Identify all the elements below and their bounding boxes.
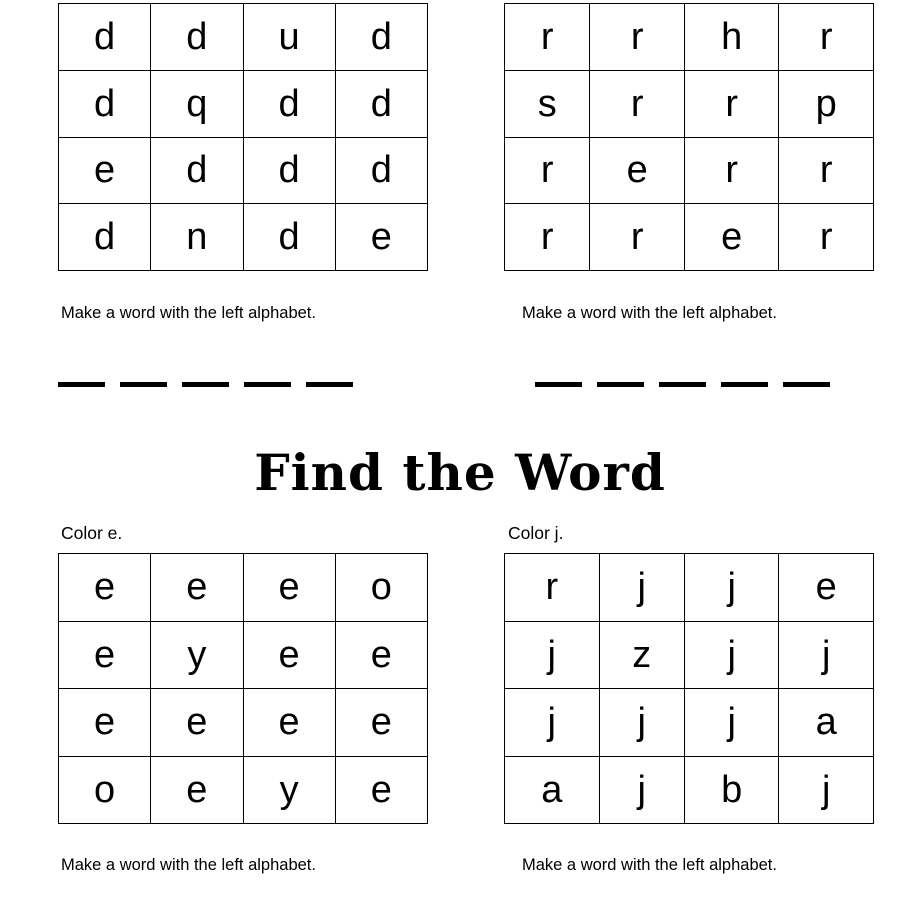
grid-cell[interactable]: d [243, 70, 335, 137]
instruction-text-bottom-left: Make a word with the left alphabet. [61, 856, 316, 874]
grid-row [59, 4, 428, 71]
grid-cell[interactable]: r [505, 204, 590, 271]
grid-cell[interactable]: j [684, 554, 779, 622]
grid-row [59, 621, 428, 689]
grid-cell[interactable]: y [243, 756, 335, 824]
grid-row [505, 756, 874, 824]
grid-cell[interactable]: z [599, 621, 684, 689]
grid-row [59, 689, 428, 757]
answer-blank[interactable] [659, 382, 706, 387]
grid-cell[interactable]: j [505, 689, 600, 757]
grid-row [505, 137, 874, 204]
grid-row [59, 756, 428, 824]
grid-cell[interactable]: o [59, 756, 151, 824]
answer-blank[interactable] [721, 382, 768, 387]
grid-cell[interactable]: j [779, 756, 874, 824]
answer-blanks-left[interactable] [58, 382, 353, 388]
letter-grid-top-right [504, 3, 874, 271]
grid-cell[interactable]: d [335, 4, 427, 71]
instruction-text-bottom-right: Make a word with the left alphabet. [522, 856, 777, 874]
grid-cell[interactable]: e [779, 554, 874, 622]
instruction-text-top-right: Make a word with the left alphabet. [522, 304, 777, 322]
grid-cell[interactable]: d [59, 204, 151, 271]
grid-row [505, 204, 874, 271]
answer-blank[interactable] [597, 382, 644, 387]
grid-cell[interactable]: j [599, 756, 684, 824]
grid-cell[interactable]: j [599, 554, 684, 622]
grid-cell[interactable]: e [151, 689, 243, 757]
grid-cell[interactable]: r [590, 4, 685, 71]
grid-cell[interactable]: e [684, 204, 779, 271]
grid-cell[interactable]: r [684, 137, 779, 204]
grid-cell[interactable]: d [243, 204, 335, 271]
grid-cell[interactable]: j [505, 621, 600, 689]
grid-cell[interactable]: e [59, 621, 151, 689]
answer-blank[interactable] [244, 382, 291, 387]
grid-cell[interactable]: r [505, 554, 600, 622]
grid-cell[interactable]: e [59, 554, 151, 622]
grid-cell[interactable]: e [151, 554, 243, 622]
grid-cell[interactable]: d [59, 70, 151, 137]
grid-cell[interactable]: d [59, 4, 151, 71]
grid-cell[interactable]: r [590, 204, 685, 271]
grid-cell[interactable]: j [684, 621, 779, 689]
grid-cell[interactable]: j [599, 689, 684, 757]
grid-cell[interactable]: e [59, 689, 151, 757]
grid-cell[interactable]: r [779, 137, 874, 204]
grid-cell[interactable]: e [590, 137, 685, 204]
grid-cell[interactable]: e [335, 621, 427, 689]
grid-cell[interactable]: o [335, 554, 427, 622]
letter-grid-bottom-left [58, 553, 428, 824]
grid-row [59, 554, 428, 622]
answer-blanks-right[interactable] [535, 382, 830, 388]
grid-row [59, 137, 428, 204]
grid-cell[interactable]: e [243, 554, 335, 622]
grid-cell[interactable]: e [243, 689, 335, 757]
answer-blank[interactable] [306, 382, 353, 387]
grid-row [505, 4, 874, 71]
grid-cell[interactable]: r [505, 137, 590, 204]
grid-cell[interactable]: j [779, 621, 874, 689]
grid-cell[interactable]: q [151, 70, 243, 137]
answer-blank[interactable] [120, 382, 167, 387]
grid-row [505, 70, 874, 137]
grid-row [505, 554, 874, 622]
page-title: Find the Word [254, 443, 666, 502]
grid-row [505, 621, 874, 689]
grid-cell[interactable]: n [151, 204, 243, 271]
color-instruction-right: Color j. [508, 523, 564, 543]
grid-row [59, 204, 428, 271]
grid-cell[interactable]: e [335, 204, 427, 271]
grid-cell[interactable]: b [684, 756, 779, 824]
letter-grid-top-left [58, 3, 428, 271]
grid-cell[interactable]: u [243, 4, 335, 71]
answer-blank[interactable] [58, 382, 105, 387]
grid-cell[interactable]: d [335, 70, 427, 137]
grid-cell[interactable]: e [151, 756, 243, 824]
instruction-text-top-left: Make a word with the left alphabet. [61, 304, 316, 322]
grid-cell[interactable]: a [779, 689, 874, 757]
grid-row [59, 70, 428, 137]
grid-cell[interactable]: e [59, 137, 151, 204]
grid-cell[interactable]: r [590, 70, 685, 137]
grid-cell[interactable]: s [505, 70, 590, 137]
answer-blank[interactable] [783, 382, 830, 387]
grid-row [505, 689, 874, 757]
grid-cell[interactable]: j [684, 689, 779, 757]
grid-cell[interactable]: e [335, 689, 427, 757]
grid-cell[interactable]: d [335, 137, 427, 204]
answer-blank[interactable] [535, 382, 582, 387]
grid-cell[interactable]: d [151, 4, 243, 71]
color-instruction-left: Color e. [61, 523, 123, 543]
grid-cell[interactable]: a [505, 756, 600, 824]
grid-cell[interactable]: e [243, 621, 335, 689]
grid-cell[interactable]: p [779, 70, 874, 137]
grid-cell[interactable]: d [151, 137, 243, 204]
grid-cell[interactable]: r [505, 4, 590, 71]
answer-blank[interactable] [182, 382, 229, 387]
letter-grid-bottom-right [504, 553, 874, 824]
grid-cell[interactable]: r [779, 4, 874, 71]
grid-cell[interactable]: y [151, 621, 243, 689]
grid-cell[interactable]: r [779, 204, 874, 271]
grid-cell[interactable]: h [684, 4, 779, 71]
grid-cell[interactable]: e [335, 756, 427, 824]
grid-cell[interactable]: r [684, 70, 779, 137]
grid-cell[interactable]: d [243, 137, 335, 204]
